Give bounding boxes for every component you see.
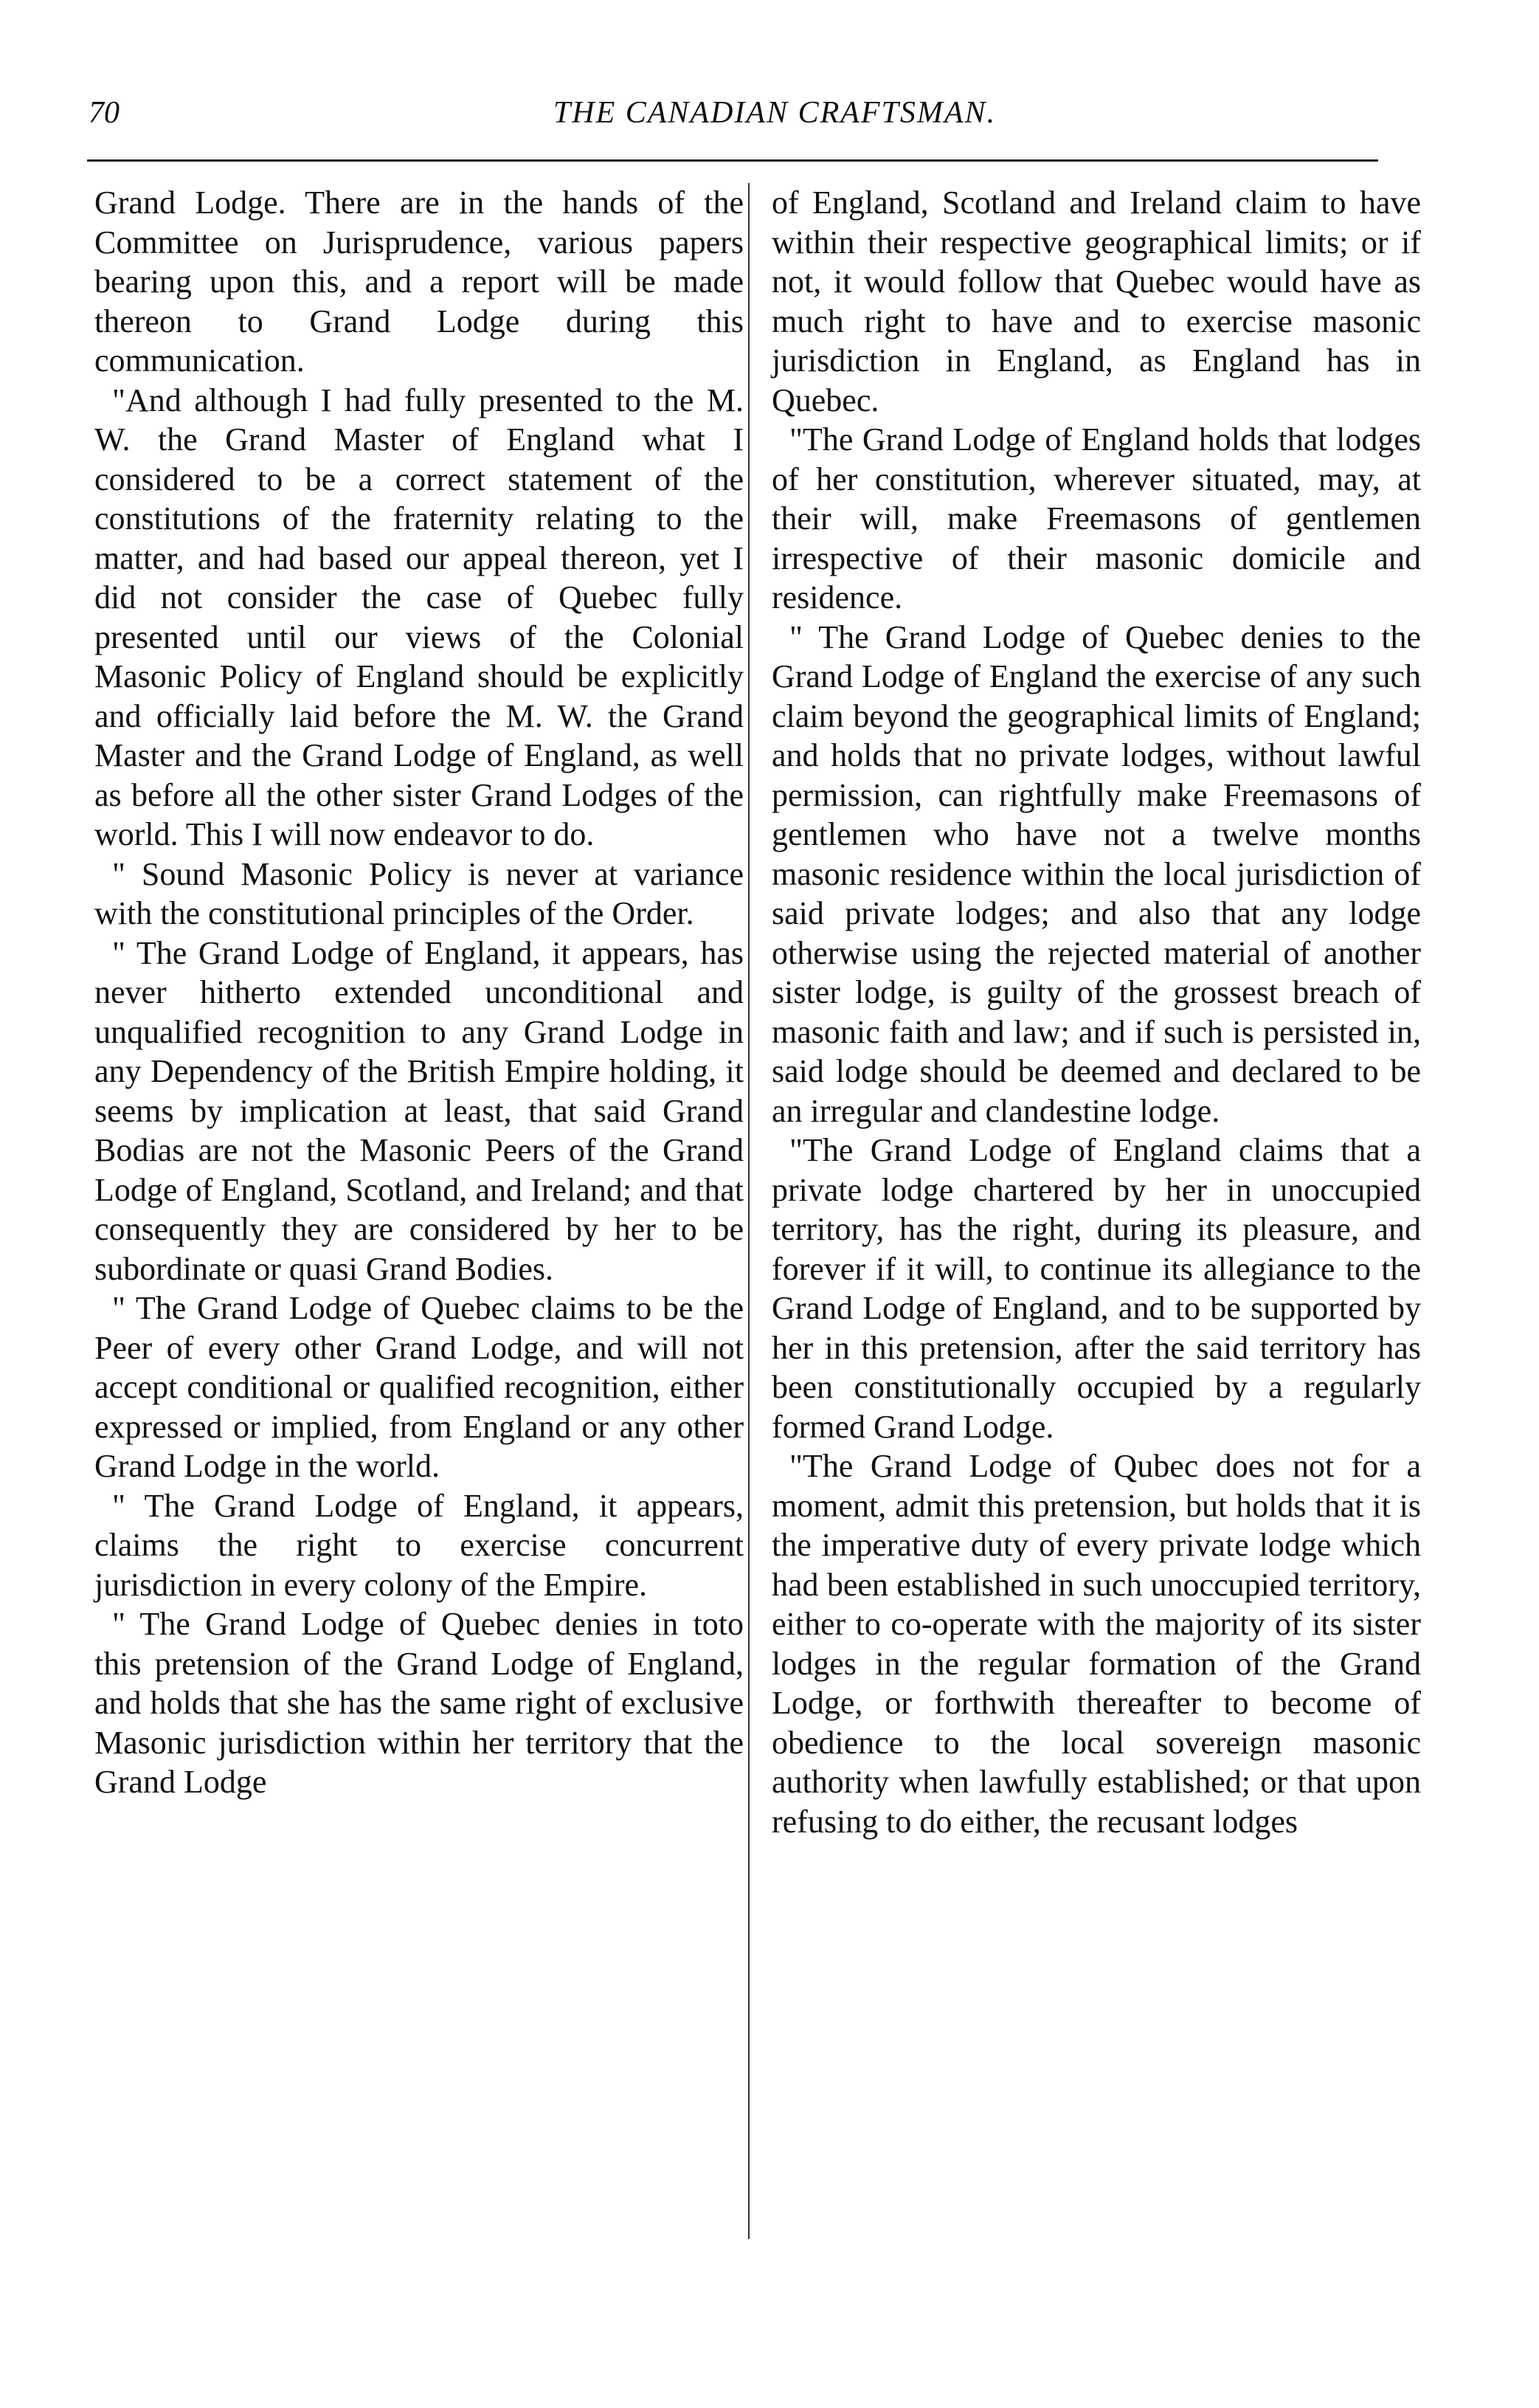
running-head: THE CANADIAN CRAFTSMAN. bbox=[553, 96, 997, 130]
right-paragraph-5: "The Grand Lodge of Qubec does not for a moment, admit this pretension, but holds that it is the imperative duty of every private lodge which had been established in such unoccupied territory, either to co-operate with the majority of its sister lodges in the regular formation of the Grand Lodge, or forthwith thereafter to become of obedience to the local sovereign masonic authority when lawfully established; or that upon refusing to do either, the recusant lodges bbox=[772, 1448, 1421, 1840]
left-paragraph-6: " The Grand Lodge of England, it appears, claims the right to exercise concurrent jurisdiction in every colony of the Empire. bbox=[94, 1487, 744, 1603]
left-paragraph-1: Grand Lodge. There are in the hands of the Committee on Jurisprudence, various papers bearing upon this, and a report will be made thereon to Grand Lodge during this communication. bbox=[94, 184, 744, 379]
header-rule bbox=[87, 159, 1378, 162]
left-paragraph-5: " The Grand Lodge of Quebec claims to be the Peer of every other Grand Lodge, and will not accept conditional or qualified recognition, either expressed or implied, from England or any other Grand Lodge in the world. bbox=[94, 1290, 744, 1484]
left-paragraph-7: " The Grand Lodge of Quebec denies in toto this pretension of the Grand Lodge of England, and holds that she has the same right of exclusive Masonic jurisdiction within her territory that the Grand Lodge bbox=[94, 1606, 744, 1800]
column-divider bbox=[748, 183, 750, 2239]
left-column bbox=[94, 183, 744, 1802]
right-paragraph-2: "The Grand Lodge of England holds that lodges of her constitution, wherever situated, may, at their will, make Freemasons of gentlemen irrespective of their masonic domicile and residence. bbox=[772, 421, 1421, 615]
right-column bbox=[772, 183, 1421, 1841]
left-paragraph-4: " The Grand Lodge of England, it appears, has never hitherto extended unconditional and unqualified recognition to any Grand Lodge in any Dependency of the British Empire holding, it seems by implication at least, that said Grand Bodias are not the Masonic Peers of the Grand Lodge of England, Scotland, and Ireland; and that consequently they are considered by her to be subordinate or quasi Grand Bodies. bbox=[94, 934, 744, 1287]
page-number: 70 bbox=[89, 96, 120, 130]
right-paragraph-3: " The Grand Lodge of Quebec denies to the Grand Lodge of England the exercise of any such claim beyond the geographical limits of England; and holds that no private lodges, without lawful permission, can rightfully make Freemasons of gentlemen who have not a twelve months masonic residence within the local jurisdiction of said private lodges; and also that any lodge otherwise using the rejected material of another sister lodge, is guilty of the grossest breach of masonic faith and law; and if such is persisted in, said lodge should be deemed and declared to be an irregular and clandestine lodge. bbox=[772, 618, 1421, 1129]
left-paragraph-3: " Sound Masonic Policy is never at variance with the constitutional principles of the Order. bbox=[94, 855, 744, 931]
left-paragraph-2: "And although I had fully presented to the M. W. the Grand Master of England what I considered to be a correct statement of the constitutions of the fraternity relating to the matter, and had based our appeal thereon, yet I did not consider the case of Quebec fully presented until our views of the Colonial Masonic Policy of England should be explicitly and officially laid before the M. W. the Grand Master and the Grand Lodge of England, as well as before all the other sister Grand Lodges of the world. This I will now endeavor to do. bbox=[94, 382, 744, 852]
right-paragraph-4: "The Grand Lodge of England claims that a private lodge chartered by her in unoccupied territory, has the right, during its pleasure, and forever if it will, to continue its allegiance to the Grand Lodge of England, and to be supported by her in this pretension, after the said territory has been constitutionally occupied by a regularly formed Grand Lodge. bbox=[772, 1132, 1421, 1445]
right-paragraph-1: of England, Scotland and Ireland claim to have within their respective geographical limits; or if not, it would follow that Quebec would have as much right to have and to exercise masonic jurisdiction in England, as England has in Quebec. bbox=[772, 184, 1421, 418]
